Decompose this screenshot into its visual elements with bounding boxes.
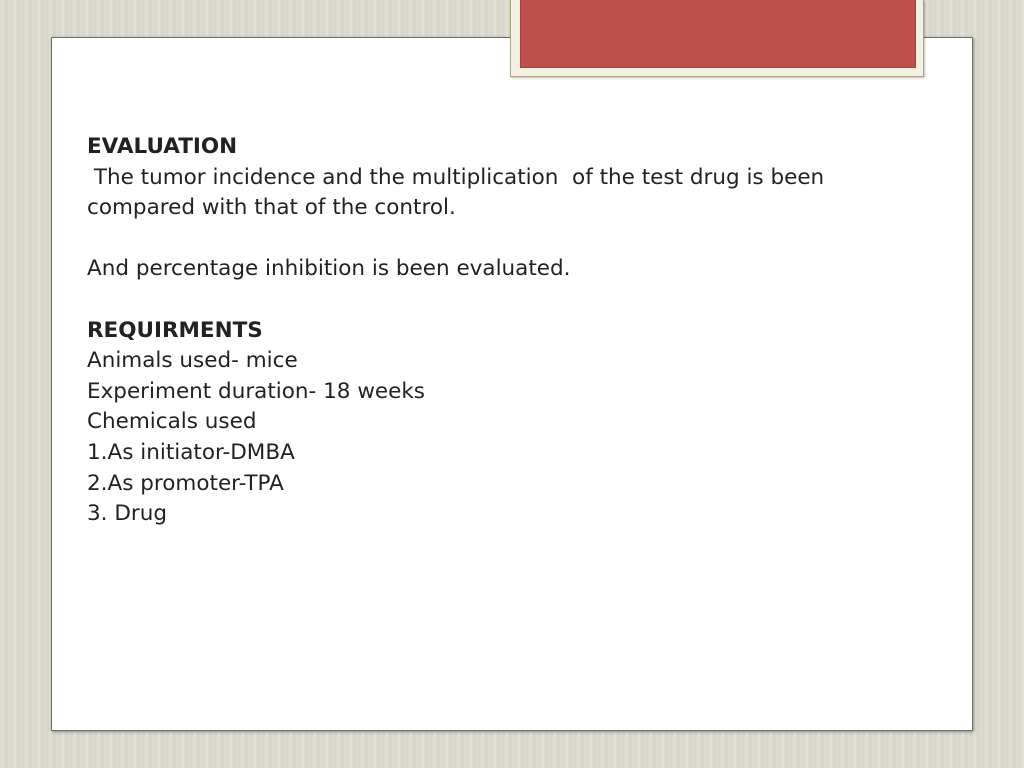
requirement-item: Chemicals used: [87, 409, 257, 435]
title-placeholder-frame: [510, 0, 924, 77]
requirement-item: 1.As initiator-DMBA: [87, 439, 295, 465]
spacer: [87, 224, 947, 255]
requirements-heading: REQUIRMENTS: [87, 317, 263, 343]
requirement-item: 3. Drug: [87, 501, 168, 527]
requirement-item: Animals used- mice: [87, 348, 298, 374]
title-accent-bar: [520, 0, 916, 68]
slide-body: [87, 132, 947, 530]
evaluation-inhibition-text: And percentage inhibition is been evaluated.: [87, 256, 571, 282]
evaluation-heading: EVALUATION: [87, 134, 238, 159]
requirement-item: 2.As promoter-TPA: [87, 470, 284, 496]
evaluation-text-line-1: The tumor incidence and the multiplication of the test drug is been: [87, 164, 825, 190]
evaluation-text-line-2: compared with that of the control.: [87, 195, 456, 221]
requirement-item: Experiment duration- 18 weeks: [87, 378, 426, 404]
spacer: [87, 285, 947, 316]
